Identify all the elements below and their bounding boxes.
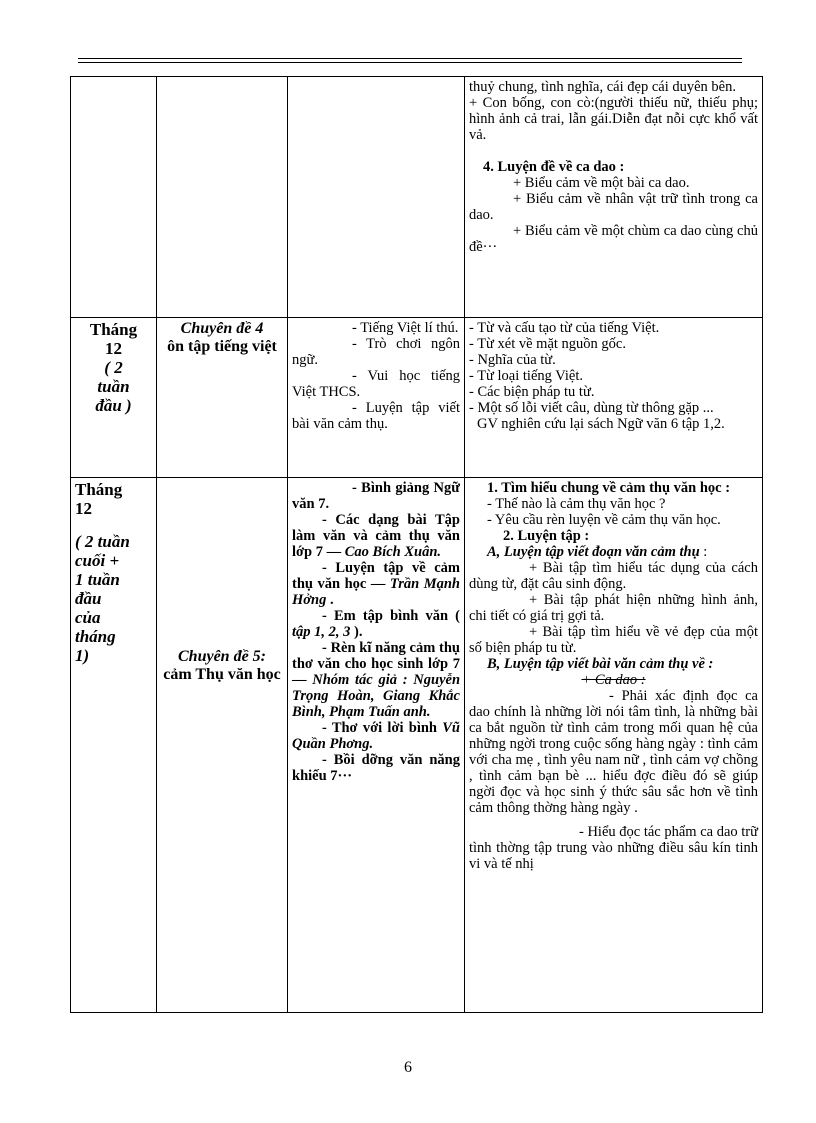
header-rule-bottom: [78, 62, 742, 63]
content-line: - Phải xác định đọc ca dao chính là những lời nói tâm tình, là những bài ca bắt nguồn từ tình cảm trong mối quan hệ của những ngời trong cuộc sống hàng ngày : tình cảm với cha mẹ , tình yêu nam nữ , tình cảm vợ chồng , tình cảm bạn bè ... hiểu đợc điều đó sẽ giúp ngời đọc và học sinh ý thức sâu sắc hơn về tình cảm thông thờng hàng ngày .: [469, 688, 758, 816]
reference-item: - Các dạng bài Tập làm văn và cảm thụ văn lớp 7 — Cao Bích Xuân.: [292, 512, 460, 560]
content-line: GV nghiên cứu lại sách Ngữ văn 6 tập 1,2.: [477, 416, 725, 432]
section-heading: 4. Luyện đề về ca dao :: [483, 159, 625, 175]
content-line: - Yêu cầu rèn luyện về cảm thụ văn học.: [487, 512, 721, 528]
month-cell: [71, 318, 157, 478]
content-cell: [465, 478, 763, 1013]
topic-label: Chuyên đề 5:: [178, 648, 266, 665]
reference-item: - Trò chơi ngôn ngữ.: [292, 336, 460, 368]
reference-cell: [288, 478, 465, 1013]
content-line: + Biểu cảm về một bài ca dao.: [513, 175, 690, 191]
topic-cell: [157, 478, 288, 1013]
content-line: - Nghĩa của từ.: [469, 352, 556, 368]
content-line: - Từ xét về mặt nguồn gốc.: [469, 336, 626, 352]
topic-cell: [157, 318, 288, 478]
reference-item: - Rèn kĩ năng cảm thụ thơ văn cho học sinh lớp 7 — Nhóm tác giả : Nguyễn Trọng Hoàn, Giang Khắc Bình, Phạm Tuấn anh.: [292, 640, 461, 720]
table-row: [71, 77, 763, 318]
content-cell: [465, 318, 763, 478]
content-cell: [465, 77, 763, 318]
reference-item: - Tiếng Việt lí thú.: [352, 320, 459, 336]
reference-item: - Vui học tiếng Việt THCS.: [292, 368, 460, 400]
content-line: - Từ và cấu tạo từ của tiếng Việt.: [469, 320, 660, 336]
content-line: - Từ loại tiếng Việt.: [469, 368, 583, 384]
reference-item: - Thơ với lời bình Vũ Quần Phơng.: [292, 720, 460, 752]
table-row: [71, 478, 763, 1013]
month-note: của: [75, 608, 101, 627]
month-label: Tháng: [89, 320, 138, 339]
content-line: thuỷ chung, tình nghĩa, cái đẹp cái duyên bên.: [469, 79, 736, 95]
month-cell: [71, 77, 157, 318]
content-line: + Biểu cảm về một chùm ca dao cùng chủ đề···: [469, 223, 758, 255]
content-line: + Bài tập phát hiện những hình ảnh, chi tiết có giá trị gợi tả.: [469, 592, 758, 624]
month-note: đầu ): [95, 396, 132, 415]
reference-item: - Luyện tập viết bài văn cảm thụ.: [292, 400, 460, 432]
content-line: - Một số lỗi viết câu, dùng từ thông gặp ...: [469, 400, 714, 416]
reference-cell: [288, 318, 465, 478]
reference-cell: [288, 77, 465, 318]
topic-cell: [157, 77, 288, 318]
content-line: - Hiểu đọc tác phẩm ca dao trữ tình thờng tập trung vào những điều sâu kín tinh vi và tế nhị: [469, 824, 758, 872]
topic-name: cảm Thụ văn học: [163, 666, 281, 683]
month-note: ( 2 tuần: [75, 532, 130, 551]
page-number: 6: [404, 1059, 412, 1076]
month-note: tuần: [97, 377, 130, 396]
month-note: 1): [75, 646, 90, 665]
month-note: 1 tuần: [75, 570, 120, 589]
table-row: [71, 318, 763, 478]
topic-name: ôn tập tiếng việt: [167, 338, 277, 355]
content-line: + Con bống, con cò:(người thiếu nữ, thiếu phụ; hình ảnh cả trai, lẫn gái.Diễn đạt nỗi cực khổ vất vả.: [469, 95, 758, 143]
month-label: 12: [75, 499, 92, 518]
month-label: 12: [105, 339, 122, 358]
section-heading: 2. Luyện tập :: [503, 528, 590, 544]
section-heading: B, Luyện tập viết bài văn cảm thụ về :: [487, 656, 714, 672]
month-note: cuối +: [75, 551, 120, 570]
subheading: + Ca dao :: [581, 672, 646, 688]
month-note: tháng: [75, 627, 116, 646]
section-heading: A, Luyện tập viết đoạn văn cảm thụ :: [487, 544, 708, 560]
reference-item: - Em tập bình văn ( tập 1, 2, 3 ).: [292, 608, 460, 640]
month-note: đầu: [75, 589, 102, 608]
content-line: - Thế nào là cảm thụ văn học ?: [487, 496, 666, 512]
reference-item: - Bình giảng Ngữ văn 7.: [292, 480, 460, 512]
reference-item: - Bồi dỡng văn năng khiếu 7···: [292, 752, 460, 784]
content-line: + Bài tập tìm hiểu tác dụng của cách dùng từ, đặt câu sinh động.: [469, 560, 758, 592]
reference-item: - Luyện tập về cảm thụ văn học — Trần Mạnh Hởng .: [292, 560, 460, 608]
month-note: ( 2: [104, 358, 123, 377]
section-heading: 1. Tìm hiểu chung về cảm thụ văn học :: [487, 480, 731, 496]
topic-label: Chuyên đề 4: [180, 320, 264, 337]
content-line: + Biểu cảm về nhân vật trữ tình trong ca dao.: [469, 191, 758, 223]
month-cell: [71, 478, 157, 1013]
curriculum-table: [70, 76, 763, 1013]
content-line: + Bài tập tìm hiểu về vẻ đẹp của một số biện pháp tu từ.: [469, 624, 758, 656]
header-rule-top: [78, 58, 742, 59]
content-line: - Các biện pháp tu từ.: [469, 384, 595, 400]
month-label: Tháng: [75, 480, 123, 499]
